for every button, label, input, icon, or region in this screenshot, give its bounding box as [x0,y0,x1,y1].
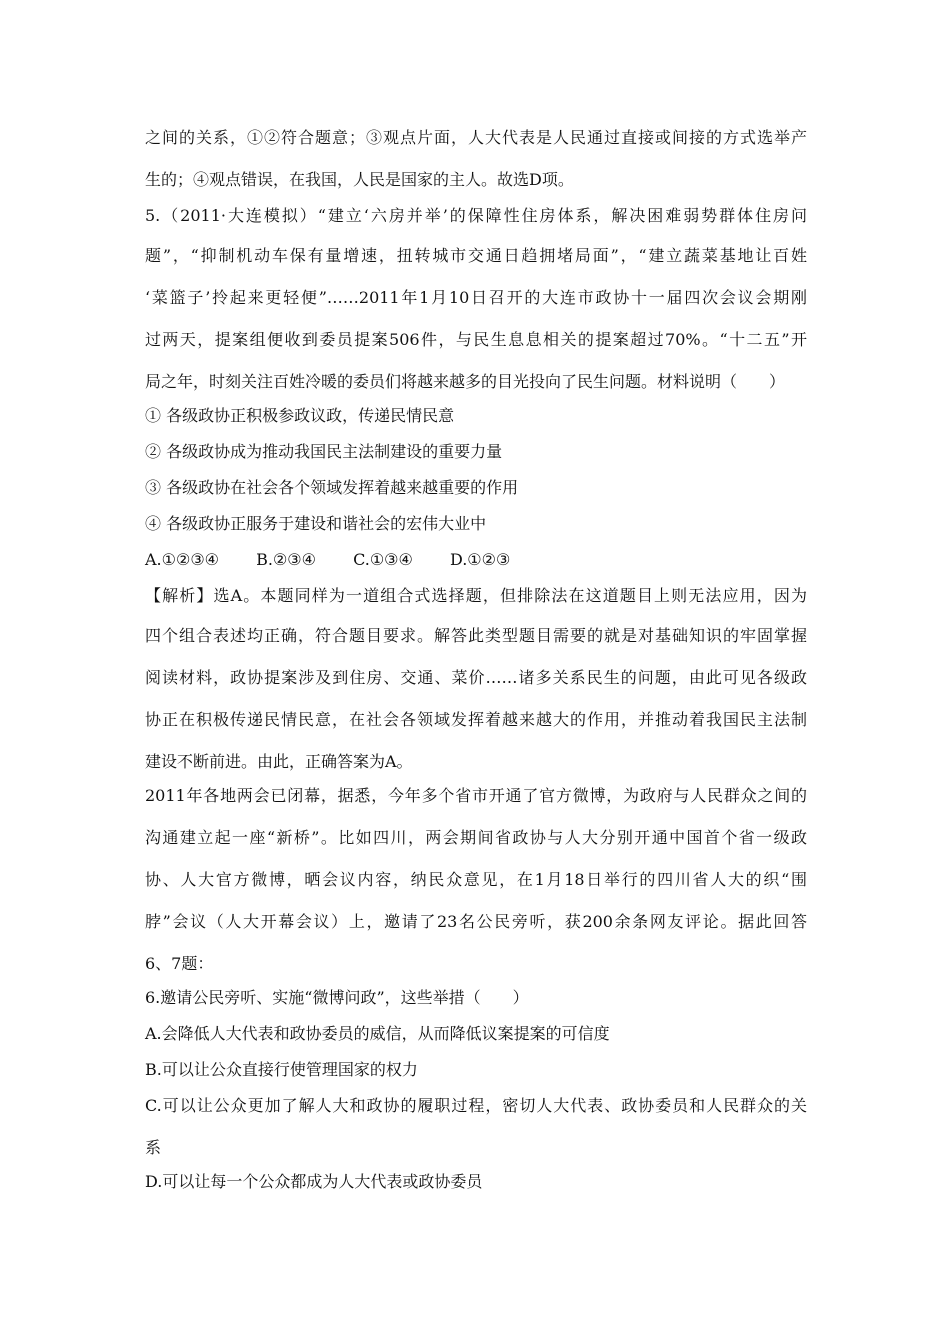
question-5-stem: 5.（2011·大连模拟）“建立‘六房并举’的保障性住房体系，解决困难弱势群体住房问 [145,206,807,225]
text-line: 脖”会议（人大开幕会议）上，邀请了23名公民旁听，获200余条网友评论。据此回答 [145,912,807,931]
text-line: 协正在积极传递民情民意，在社会各领域发挥着越来越大的作用，并推动着我国民主法制 [145,710,807,729]
text-line: 四个组合表述均正确，符合题目要求。解答此类型题目需要的就是对基础知识的牢固掌握 [145,626,807,645]
answer-options: A.①②③④ B.②③④ C.①③④ D.①②③ [145,550,511,569]
statement-1: ① 各级政协正积极参政议政，传递民情民意 [145,406,455,425]
text-line: 建设不断前进。由此，正确答案为A。 [145,752,413,771]
text-line: 6、7题： [145,954,214,973]
text-line: 局之年，时刻关注百姓冷暖的委员们将越来越多的目光投向了民生问题。材料说明（ ） [145,372,786,391]
text-line: ‘菜篮子’拎起来更轻便”……2011年1月10日召开的大连市政协十一届四次会议会期刚 [145,288,807,307]
text-line: 协、人大官方微博，晒会议内容，纳民众意见，在1月18日举行的四川省人大的织“围 [145,870,807,889]
analysis-text: 【解析】选A。本题同样为一道组合式选择题，但排除法在这道题目上则无法应用，因为 [145,586,807,605]
text-line: 题”，“抑制机动车保有量增速，扭转城市交通日趋拥堵局面”，“建立蔬菜基地让百姓 [145,246,807,265]
material-text: 2011年各地两会已闭幕，据悉，今年多个省市开通了官方微博，为政府与人民群众之间的 [145,786,807,805]
question-6-stem: 6.邀请公民旁听、实施“微博问政”，这些举措（ ） [145,988,529,1007]
statement-3: ③ 各级政协在社会各个领域发挥着越来越重要的作用 [145,478,519,497]
text-line: 过两天，提案组便收到委员提案506件，与民生息息相关的提案超过70%。“十二五”开 [145,330,807,349]
statement-2: ② 各级政协成为推动我国民主法制建设的重要力量 [145,442,503,461]
option-c: C.可以让公众更加了解人大和政协的履职过程，密切人大代表、政协委员和人民群众的关 [145,1096,807,1115]
text-line: 之间的关系，①②符合题意；③观点片面，人大代表是人民通过直接或间接的方式选举产 [145,128,807,147]
text-line: 沟通建立起一座“新桥”。比如四川，两会期间省政协与人大分别开通中国首个省一级政 [145,828,807,847]
text-line: 系 [145,1138,162,1157]
option-d: D.可以让每一个公众都成为人大代表或政协委员 [145,1172,483,1191]
text-line: 阅读材料，政协提案涉及到住房、交通、菜价……诸多关系民生的问题，由此可见各级政 [145,668,807,687]
option-b: B.可以让公众直接行使管理国家的权力 [145,1060,418,1079]
option-a: A.会降低人大代表和政协委员的威信，从而降低议案提案的可信度 [145,1024,610,1043]
text-line: 生的；④观点错误，在我国，人民是国家的主人。故选D项。 [145,170,574,189]
statement-4: ④ 各级政协正服务于建设和谐社会的宏伟大业中 [145,514,487,533]
